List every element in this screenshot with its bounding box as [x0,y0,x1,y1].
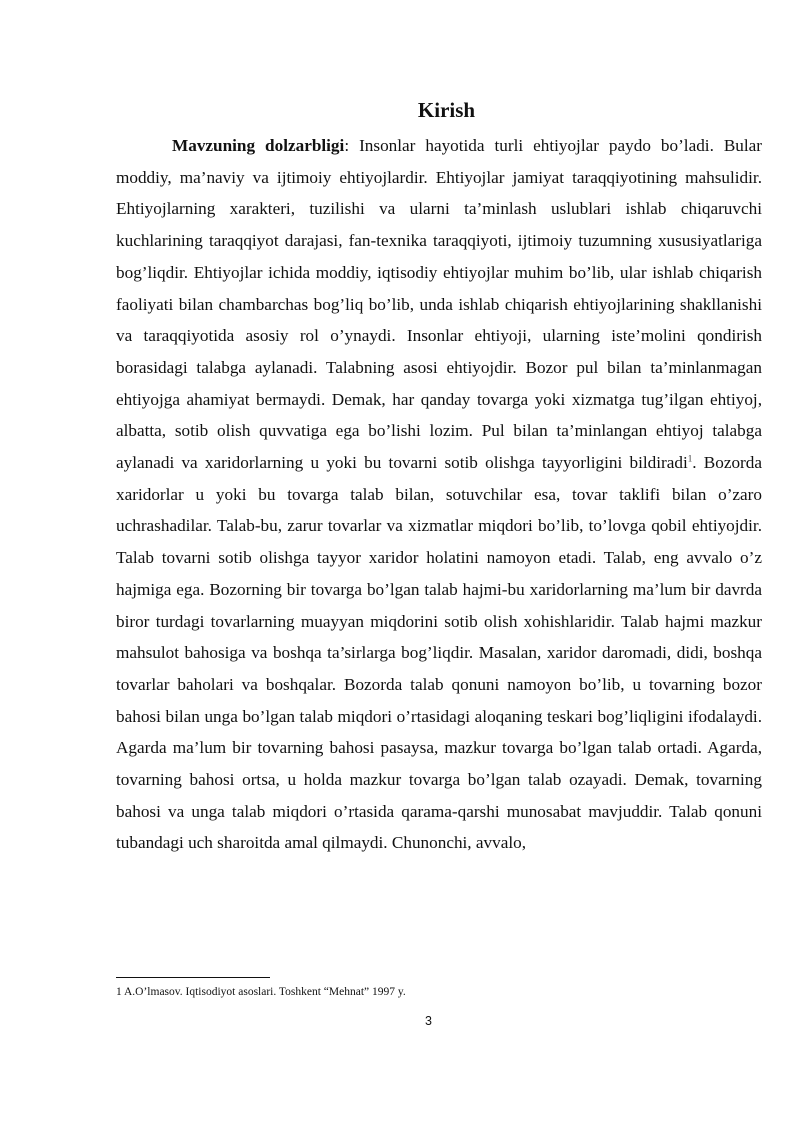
footnote-reference: 1 [687,453,693,464]
paragraph-text-part1: Insonlar hayotida turli ehtiyojlar paydo bo’ladi. Bular moddiy, ma’naviy va ijtimoiy ehtiyojlardir. Ehtiyojlar jamiyat taraqqiyotining mahsulidir. Ehtiyojlarning xarakteri, tuzilishi va ularni ta’minlash uslublari ishlab chiqaruvchi kuchlarining taraqqiyot darajasi, fan-texnika taraqqiyoti, ijtimoiy tuzumning xususiyatlariga bog’liqdir. Ehtiyojlar ichida moddiy, iqtisodiy ehtiyojlar muhim bo’lib, ular ishlab chiqarish faoliyati bilan chambarchas bog’liq bo’lib, unda ishlab chiqarish ehtiyojlarining shakllanishi va taraqqiyotida asosiy rol o’ynaydi. Insonlar ehtiyoji, ularning iste’molini qondirish borasidagi talabga aylanadi. Talabning asosi ehtiyojdir. Bozor pul bilan ta’minlanmagan ehtiyojga ahamiyat bermaydi. Demak, har qanday tovarga yoki xizmatga tug’ilgan ehtiyoj, albatta, sotib olish quvvatiga ega bo’lishi lozim. Pul bilan ta’minlangan ehtiyoj talabga aylanadi va xaridorlarning u yoki bu tovarni sotib olishga tayyorligini bildiradi [116,136,763,473]
body-paragraph [116,130,762,859]
page-number: 3 [425,1014,432,1028]
footnote-divider [116,977,270,978]
lead-colon: : [344,136,360,155]
paragraph-text-part2: . Bozorda xaridorlar u yoki bu tovarga talab bilan, sotuvchilar esa, tovar taklifi bilan o’zaro uchrashadilar. Talab-bu, zarur tovarlar va xizmatlar miqdori bo’lib, to’lovga qobil ehtiyojdir. Talab tovarni sotib olishga tayyor xaridor holatini namoyon etadi. Talab, eng avvalo o’z hajmiga ega. Bozorning bir tovarga bo’lgan talab hajmi-bu xaridorlarning ma’lum bir davrda biror turdagi tovarlarning muayyan miqdorini sotib olish xohishlaridir. Talab hajmi mazkur mahsulot bahosiga va boshqa ta’sirlarga bog’liqdir. Masalan, xaridor daromadi, didi, boshqa tovarlar baholari va boshqalar. Bozorda talab qonuni namoyon bo’lib, u tovarning bozor bahosi bilan unga bo’lgan talab miqdori o’rtasidagi aloqaning teskari bog’liqligini ifodalaydi. Agarda ma’lum bir tovarning bahosi pasaysa, mazkur tovarga bo’lgan talab ortadi. Agarda, tovarning bahosi ortsa, u holda mazkur tovarga bo’lgan talab ozayadi. Demak, tovarning bahosi va unga talab miqdori o’rtasida qarama-qarshi munosabat mavjuddir. Talab qonuni tubandagi uch sharoitda amal qilmaydi. Chunonchi, avvalo, [116,453,762,853]
lead-term: Mavzuning dolzarbligi [172,136,345,155]
footnote-text: 1 A.O’lmasov. Iqtisodiyot asoslari. Toshkent “Mehnat” 1997 y. [116,986,406,998]
page-title: Kirish [417,98,476,122]
